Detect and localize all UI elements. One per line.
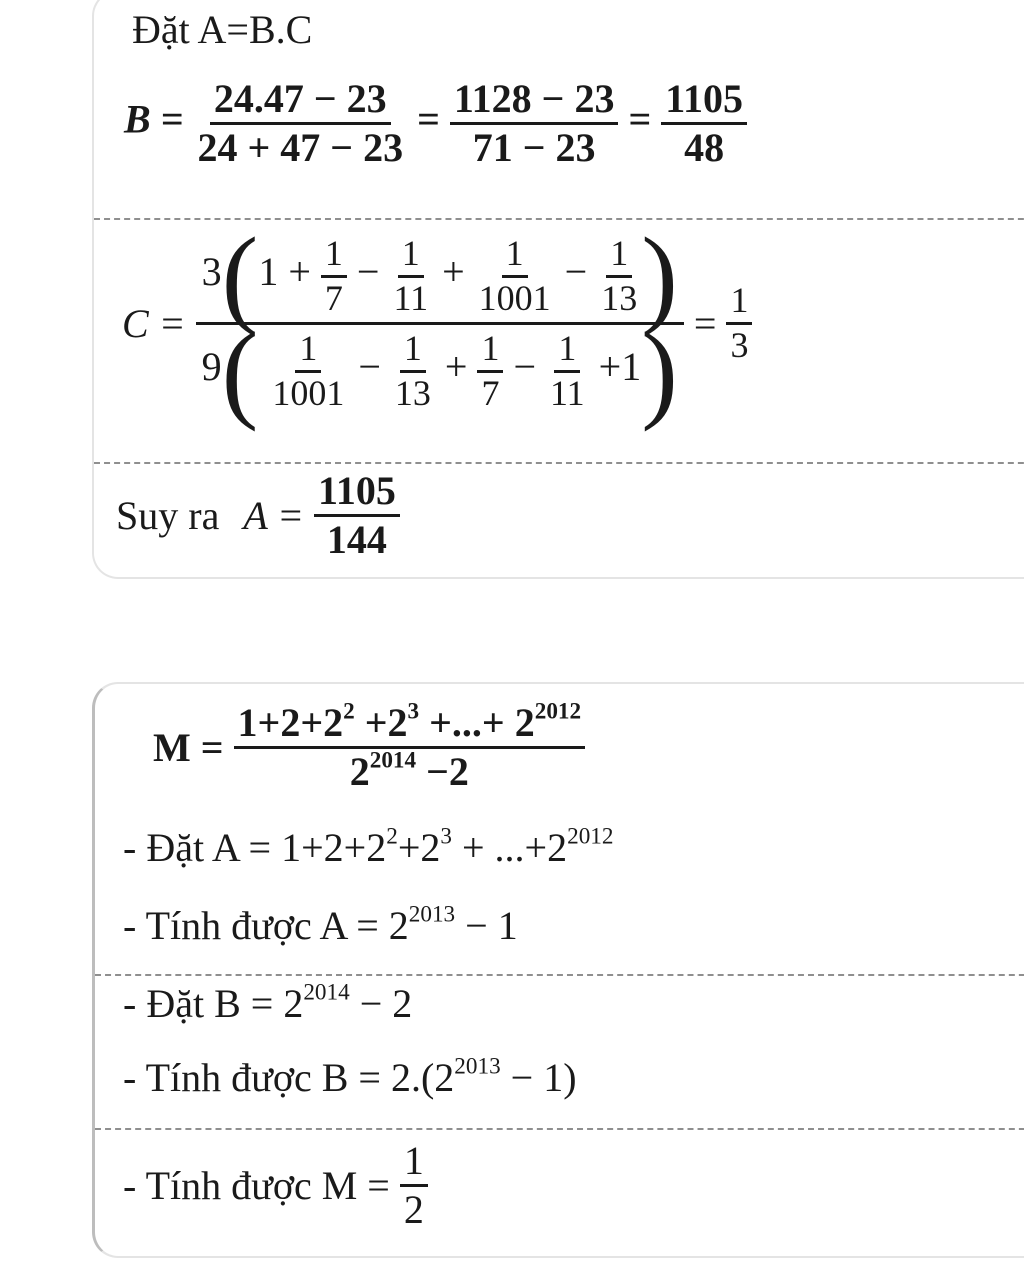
denominator: 11 — [550, 372, 585, 413]
numerator: 1 — [502, 235, 528, 278]
text: - Tính được M = — [123, 1163, 390, 1208]
denominator: 13 — [601, 277, 638, 318]
text: +2 — [354, 700, 408, 745]
exponent: 2013 — [408, 901, 456, 928]
exponent: 2 — [386, 823, 398, 850]
text: − 2 — [349, 981, 413, 1026]
text: 2 — [349, 749, 370, 794]
text: - Tính được B = 2.(2 — [123, 1055, 455, 1100]
m-denominator — [346, 749, 473, 793]
set-a-line — [123, 824, 613, 871]
numerator: 1105 — [314, 470, 400, 517]
equals-sign: = — [628, 96, 652, 142]
c-result — [726, 282, 752, 365]
exponent: 3 — [440, 823, 452, 850]
b-fraction-3-numerator: 1105 — [661, 78, 747, 125]
c-num-frac-1 — [321, 232, 347, 318]
equals-sign: = — [693, 301, 717, 346]
c-denominator — [196, 310, 684, 432]
divider — [94, 462, 1024, 464]
solution-card-2 — [92, 682, 1024, 1258]
left-paren: ( — [221, 310, 259, 432]
b-equation — [124, 78, 747, 169]
exponent: 2013 — [454, 1053, 501, 1080]
m-result-fraction — [400, 1140, 428, 1231]
operator: − — [358, 344, 381, 390]
text: - Tính được A = 2 — [123, 903, 409, 948]
m-fraction — [234, 698, 586, 794]
numerator: 1 — [400, 330, 426, 373]
set-b-line — [123, 980, 412, 1027]
right-paren: ) — [641, 310, 678, 432]
text: +2 — [397, 825, 441, 870]
numerator: 1 — [400, 1140, 428, 1187]
denominator: 3 — [730, 325, 749, 365]
c-num-frac-2 — [389, 232, 432, 318]
text: - Đặt B = 2 — [123, 981, 304, 1026]
c-den-frac-1 — [268, 327, 348, 413]
plus-one: +1 — [598, 344, 642, 390]
text: - Đặt A = 1+2+2 — [123, 825, 387, 870]
c-num-frac-3 — [475, 232, 555, 318]
exponent: 2014 — [369, 747, 417, 774]
c-equation — [122, 215, 752, 432]
left-paren: ( — [221, 215, 259, 337]
text: − 1) — [500, 1055, 577, 1100]
denominator: 7 — [324, 277, 343, 318]
text: 1+2+2 — [237, 700, 344, 745]
operator: + — [444, 344, 468, 390]
b-fraction-3-denominator: 48 — [684, 125, 725, 170]
c-den-frac-3 — [477, 327, 503, 413]
operator: − — [356, 249, 380, 295]
compute-b-line — [123, 1054, 577, 1101]
b-fraction-3 — [661, 78, 747, 169]
exponent: 2012 — [534, 698, 582, 725]
operator: − — [564, 249, 588, 295]
numerator: 1 — [321, 235, 347, 278]
b-fraction-1-numerator: 24.47 − 23 — [210, 78, 391, 125]
b-fraction-2 — [450, 78, 619, 169]
numerator: 1 — [606, 235, 632, 278]
denominator: 2 — [403, 1187, 424, 1232]
c-den-frac-4 — [546, 327, 589, 413]
b-label: B = — [124, 96, 184, 142]
numerator: 1 — [554, 330, 580, 373]
right-paren: ) — [641, 215, 678, 337]
denominator: 7 — [481, 372, 500, 413]
exponent: 2 — [343, 698, 355, 725]
set-a-line: Đặt A=B.C — [132, 7, 313, 52]
operator: + — [442, 249, 465, 295]
b-fraction-1-denominator: 24 + 47 − 23 — [197, 125, 404, 170]
a-label: A = — [243, 493, 305, 538]
c-num-coefficient: 3 — [201, 249, 222, 295]
b-fraction-1 — [193, 78, 407, 169]
divider — [95, 1128, 1024, 1130]
exponent: 2014 — [303, 979, 350, 1006]
equals-sign: = — [417, 96, 440, 142]
a-result-fraction — [314, 470, 400, 561]
divider — [95, 974, 1024, 976]
b-fraction-2-denominator: 71 − 23 — [472, 125, 596, 170]
m-numerator — [234, 698, 586, 749]
numerator: 1 — [477, 330, 503, 373]
denominator: 11 — [393, 277, 429, 318]
c-den-coefficient: 9 — [201, 344, 222, 390]
m-equation — [153, 698, 585, 794]
compute-m-line — [123, 1140, 428, 1231]
denominator: 1001 — [272, 372, 345, 413]
exponent: 2012 — [567, 823, 614, 850]
b-fraction-2-numerator: 1128 − 23 — [450, 78, 619, 125]
c-num-one: 1 + — [258, 249, 311, 295]
c-main-fraction — [196, 215, 684, 432]
text: −2 — [416, 749, 469, 794]
a-prefix: Suy ra — [116, 493, 220, 538]
c-numerator — [196, 215, 684, 337]
denominator: 13 — [394, 372, 431, 413]
text: +...+ 2 — [419, 700, 535, 745]
numerator: 1 — [295, 330, 321, 373]
denominator: 1001 — [478, 277, 551, 318]
compute-a-line — [123, 902, 518, 949]
numerator: 1 — [726, 282, 752, 325]
c-num-frac-4 — [597, 232, 641, 318]
denominator: 144 — [326, 517, 387, 562]
a-result-line — [116, 470, 400, 561]
text: − 1 — [455, 903, 518, 948]
numerator: 1 — [398, 235, 424, 278]
operator: − — [513, 344, 536, 390]
text: + ...+2 — [451, 825, 568, 870]
exponent: 3 — [407, 698, 420, 725]
m-label: M = — [153, 725, 224, 770]
solution-card-1 — [92, 0, 1024, 579]
c-label: C = — [122, 301, 186, 346]
c-den-frac-2 — [391, 327, 435, 413]
